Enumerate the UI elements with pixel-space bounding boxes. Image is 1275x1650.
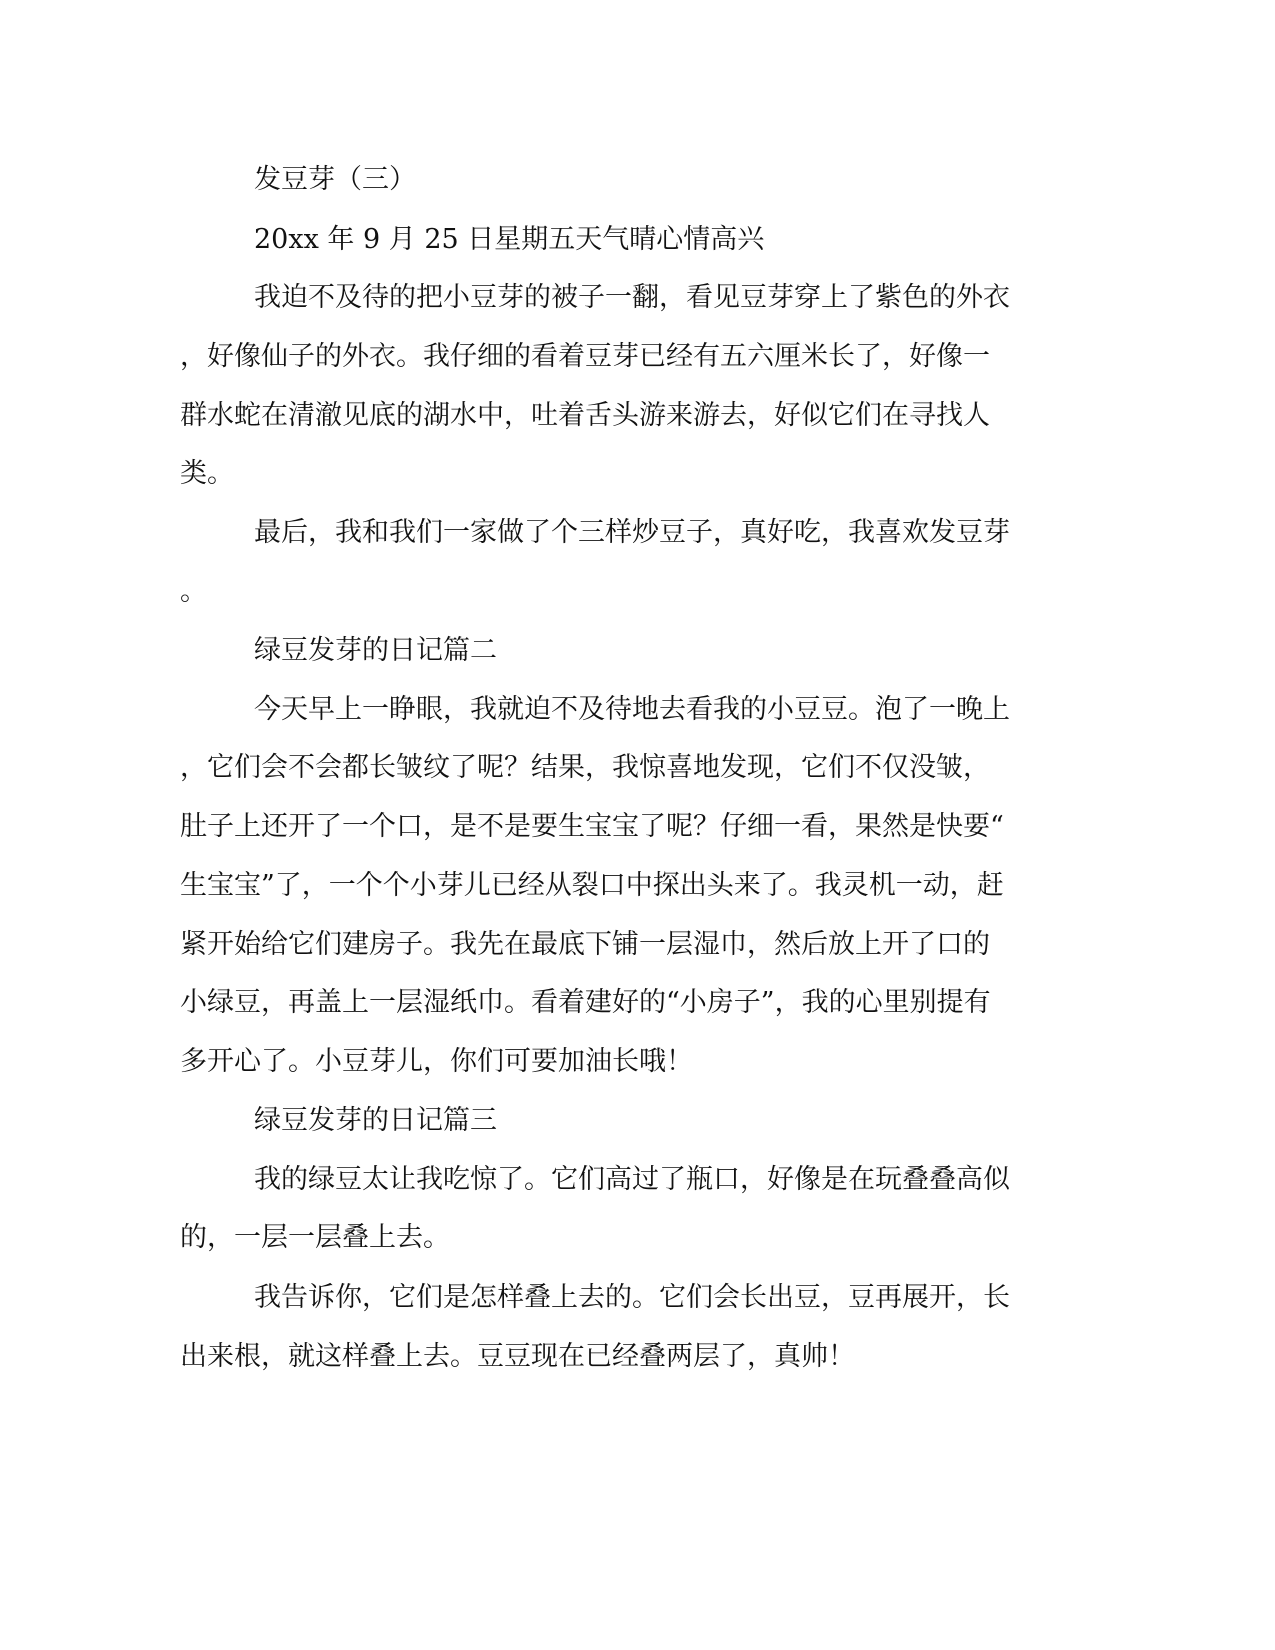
paragraph-line: 类。 <box>180 458 234 489</box>
paragraph-line: ，它们会不会都长皱纹了呢？结果，我惊喜地发现，它们不仅没皱， <box>180 752 990 783</box>
paragraph-line: 最后，我和我们一家做了个三样炒豆子，真好吃，我喜欢发豆芽 <box>254 517 1010 548</box>
section-title: 发豆芽（三） <box>254 164 416 195</box>
paragraph-line: ，好像仙子的外衣。我仔细的看着豆芽已经有五六厘米长了，好像一 <box>180 341 990 372</box>
paragraph-line: 多开心了。小豆芽儿，你们可要加油长哦！ <box>180 1046 693 1077</box>
diary-date-line: 20xx 年 9 月 25 日星期五天气晴心情高兴 <box>254 224 765 255</box>
paragraph-line: 群水蛇在清澈见底的湖水中，吐着舌头游来游去，好似它们在寻找人 <box>180 400 990 431</box>
paragraph-line: 肚子上还开了一个口，是不是要生宝宝了呢？仔细一看，果然是快要“ <box>180 811 1004 842</box>
paragraph-line: 我告诉你，它们是怎样叠上去的。它们会长出豆，豆再展开，长 <box>254 1282 1010 1313</box>
section-heading: 绿豆发芽的日记篇三 <box>254 1105 497 1136</box>
paragraph-line: 我迫不及待的把小豆芽的被子一翻，看见豆芽穿上了紫色的外衣 <box>254 282 1010 313</box>
paragraph-line: 小绿豆，再盖上一层湿纸巾。看着建好的“小房子”，我的心里别提有 <box>180 987 991 1018</box>
paragraph-line: 生宝宝”了，一个个小芽儿已经从裂口中探出头来了。我灵机一动，赶 <box>180 870 1004 901</box>
paragraph-line: 今天早上一睁眼，我就迫不及待地去看我的小豆豆。泡了一晚上 <box>254 694 1010 725</box>
paragraph-line: 紧开始给它们建房子。我先在最底下铺一层湿巾，然后放上开了口的 <box>180 929 990 960</box>
paragraph-line: 的，一层一层叠上去。 <box>180 1222 450 1253</box>
paragraph-line: 我的绿豆太让我吃惊了。它们高过了瓶口，好像是在玩叠叠高似 <box>254 1164 1010 1195</box>
paragraph-line: 。 <box>180 576 207 607</box>
paragraph-line: 出来根，就这样叠上去。豆豆现在已经叠两层了，真帅！ <box>180 1341 855 1372</box>
section-heading: 绿豆发芽的日记篇二 <box>254 635 497 666</box>
